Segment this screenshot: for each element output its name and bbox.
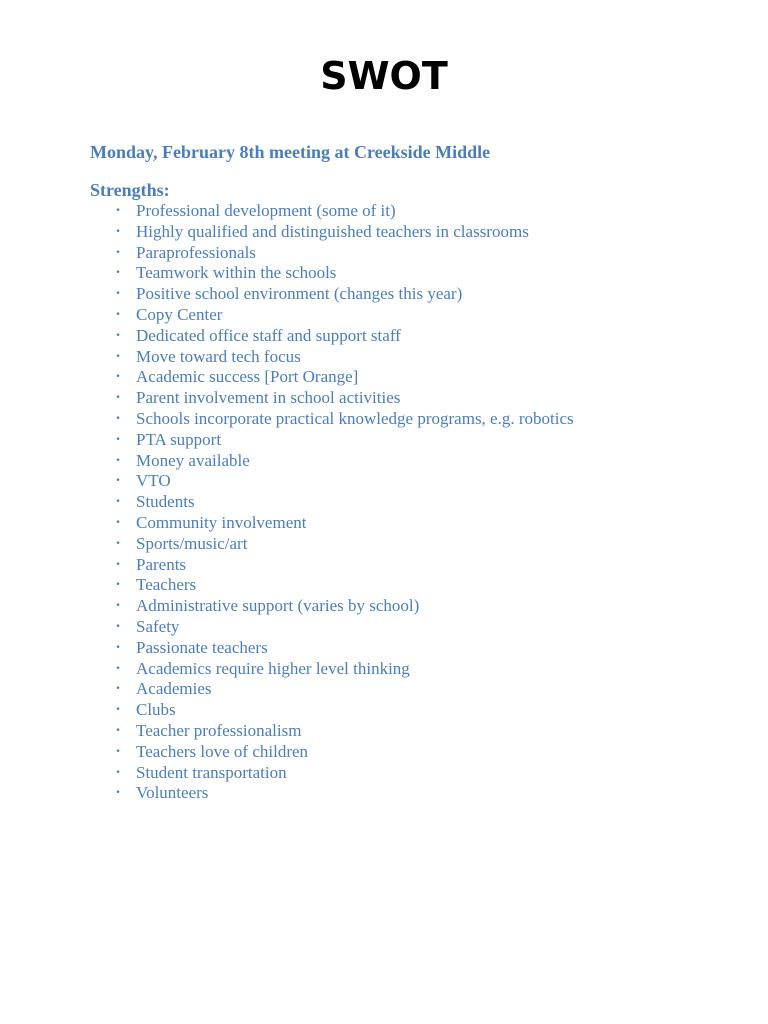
list-item-text: Teacher professionalism <box>136 720 302 740</box>
bullet-icon: • <box>115 705 121 716</box>
list-item-text: Dedicated office staff and support staff <box>136 325 401 345</box>
list-item <box>0 638 700 659</box>
list-item-text: Highly qualified and distinguished teachers in classrooms <box>136 221 529 241</box>
bullet-icon: • <box>115 517 121 528</box>
list-item <box>0 471 700 492</box>
list-item-text: Parents <box>136 554 187 574</box>
bullet-icon: • <box>115 206 121 216</box>
list-item-text: Teachers <box>136 575 197 595</box>
list-item-text: Academies <box>136 679 212 699</box>
list-item <box>0 347 700 368</box>
list-item <box>0 430 700 451</box>
bullet-icon: • <box>115 476 121 487</box>
list-item-text: Safety <box>136 616 180 636</box>
bullet-icon: • <box>115 642 121 653</box>
list-item <box>0 451 700 472</box>
list-item-text: Professional development (some of it) <box>136 201 396 220</box>
list-item-text: Academic success [Port Orange] <box>136 367 359 387</box>
bullet-icon: • <box>115 268 121 279</box>
bullet-icon: • <box>115 226 121 237</box>
bullet-icon: • <box>115 684 121 695</box>
list-item-text: Move toward tech focus <box>136 346 301 366</box>
bullet-icon: • <box>115 746 121 757</box>
list-item <box>0 409 700 430</box>
document-title: SWOT <box>320 54 448 98</box>
list-item <box>0 700 700 721</box>
bullet-icon: • <box>115 580 121 591</box>
list-item <box>0 222 700 243</box>
list-item <box>0 284 700 305</box>
list-item <box>0 492 700 513</box>
list-item <box>0 201 700 222</box>
bullet-icon: • <box>115 413 121 424</box>
bullet-icon: • <box>115 434 121 445</box>
list-item-text: Paraprofessionals <box>136 242 256 262</box>
bullet-icon: • <box>115 330 121 341</box>
bullet-icon: • <box>115 767 121 778</box>
list-item-text: Students <box>136 492 195 512</box>
list-item <box>0 596 700 617</box>
bullet-icon: • <box>115 455 121 466</box>
bullet-icon: • <box>115 372 121 383</box>
list-item-text: Positive school environment (changes this year) <box>136 284 463 304</box>
list-item-text: Community involvement <box>136 512 307 532</box>
list-item-text: Student transportation <box>136 762 287 782</box>
list-item <box>0 617 700 638</box>
list-item <box>0 659 700 680</box>
list-item-text: Parent involvement in school activities <box>136 388 401 408</box>
bullet-icon: • <box>115 788 121 799</box>
list-item <box>0 367 700 388</box>
list-item <box>0 679 700 700</box>
list-item-text: Clubs <box>136 700 176 720</box>
bullet-icon: • <box>115 393 121 404</box>
list-item <box>0 388 700 409</box>
list-item-text: Volunteers <box>136 783 209 803</box>
bullet-icon: • <box>115 725 121 736</box>
list-item <box>0 263 700 284</box>
list-item-text: Teamwork within the schools <box>136 263 337 283</box>
list-item-text: Passionate teachers <box>136 637 268 657</box>
meeting-heading: Monday, February 8th meeting at Creekside Middle <box>90 142 491 162</box>
list-item-text: Administrative support (varies by school) <box>136 596 420 616</box>
bullet-icon: • <box>115 663 121 674</box>
list-item-text: Schools incorporate practical knowledge programs, e.g. robotics <box>136 408 574 428</box>
bullet-icon: • <box>115 621 121 632</box>
strengths-heading: Strengths: <box>90 180 170 200</box>
list-item <box>0 243 700 264</box>
strengths-list <box>0 201 700 804</box>
bullet-icon: • <box>115 309 121 320</box>
list-item <box>0 783 700 804</box>
list-item-text: Money available <box>136 450 250 470</box>
bullet-icon: • <box>115 538 121 549</box>
bullet-icon: • <box>115 559 121 570</box>
list-item <box>0 575 700 596</box>
list-item-text: Copy Center <box>136 304 223 324</box>
bullet-icon: • <box>115 351 121 362</box>
list-item <box>0 326 700 347</box>
list-item <box>0 763 700 784</box>
list-item <box>0 555 700 576</box>
list-item-text: VTO <box>136 471 171 491</box>
list-item-text: Academics require higher level thinking <box>136 658 410 678</box>
list-item-text: Sports/music/art <box>136 533 248 553</box>
bullet-icon: • <box>115 497 121 508</box>
list-item <box>0 742 700 763</box>
list-item <box>0 721 700 742</box>
list-item <box>0 534 700 555</box>
bullet-icon: • <box>115 289 121 300</box>
list-item-text: Teachers love of children <box>136 741 309 761</box>
list-item-text: PTA support <box>136 429 222 449</box>
bullet-icon: • <box>115 247 121 258</box>
list-item <box>0 513 700 534</box>
list-item <box>0 305 700 326</box>
bullet-icon: • <box>115 601 121 612</box>
